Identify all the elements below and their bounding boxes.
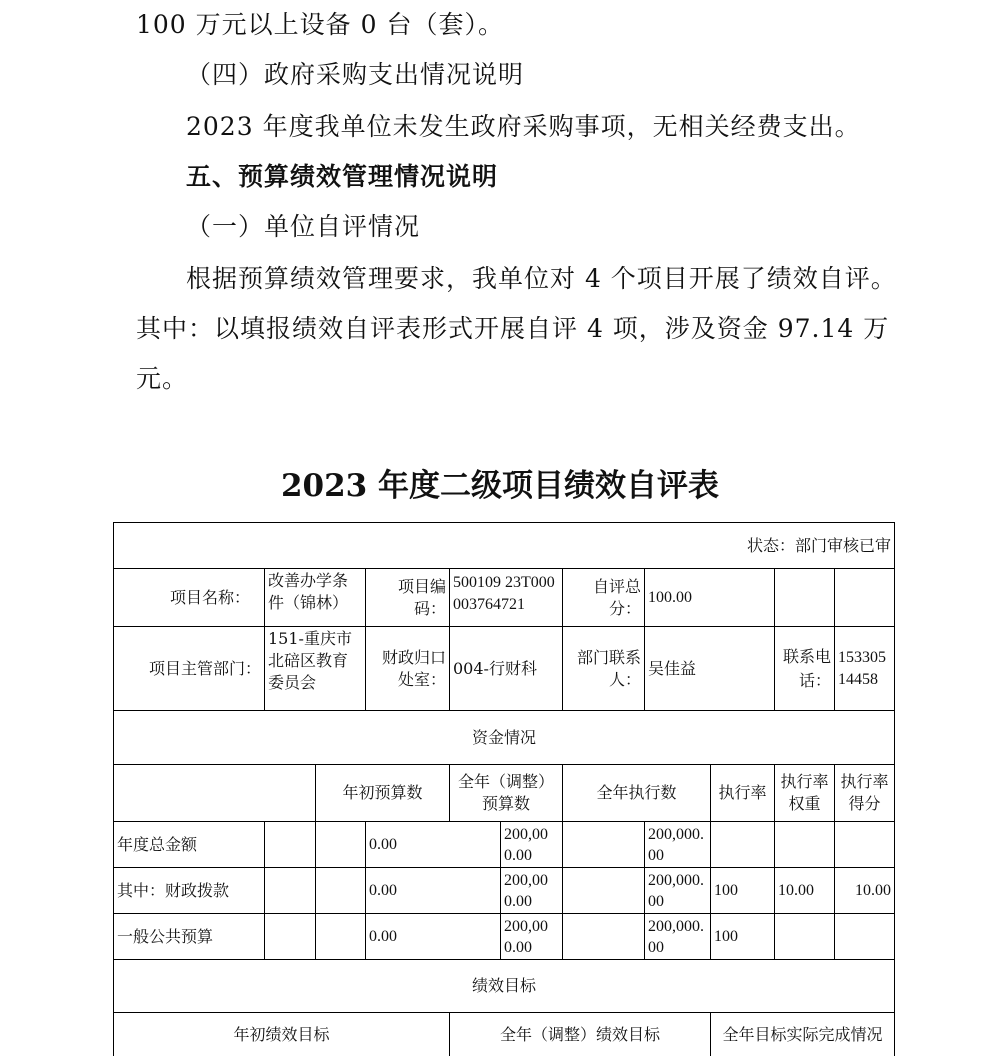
row-executed: 200,000.00: [648, 871, 704, 910]
paragraph-procurement: 2023 年度我单位未发生政府采购事项，无相关经费支出。: [186, 112, 861, 141]
row-rate: [711, 822, 774, 867]
project-name-label: 项目名称：: [169, 587, 250, 607]
row-label: 其中：财政拨款: [117, 880, 230, 900]
phone-label: 联系电话：: [782, 646, 831, 690]
row-initial: 0.00: [369, 881, 397, 899]
row-executed: 200,000.00: [648, 825, 704, 864]
paragraph-self-eval-line3: 元。: [136, 364, 189, 393]
row-initial: 0.00: [369, 835, 397, 853]
row-rate: 100: [714, 927, 738, 945]
funds-section-header: 资金情况: [471, 727, 536, 747]
finance-value: 004-行财科: [453, 658, 537, 678]
contact-label: 部门联系人：: [576, 647, 641, 689]
paragraph-equipment: 100 万元以上设备 0 台（套）。: [136, 10, 504, 39]
col-execution-rate: 执行率: [718, 783, 767, 802]
score-value: 100.00: [648, 588, 692, 606]
row-initial: 0.00: [369, 927, 397, 945]
perf-col-initial: 年初绩效目标: [233, 1024, 330, 1044]
paragraph-self-eval-line1: 根据预算绩效管理要求，我单位对 4 个项目开展了绩效自评。: [186, 264, 897, 293]
row-adjusted: 200,000.00: [504, 871, 548, 910]
row-adjusted: 200,000.00: [504, 917, 548, 956]
paragraph-self-eval-line2: 其中：以填报绩效自评表形式开展自评 4 项，涉及资金 97.14 万: [136, 314, 890, 343]
row-adjusted: 200,000.00: [504, 825, 548, 864]
contact-value: 吴佳益: [648, 658, 697, 678]
performance-section-header: 绩效目标: [471, 976, 536, 995]
heading-procurement: （四）政府采购支出情况说明: [186, 60, 525, 89]
row-rate: 100: [714, 881, 738, 899]
col-rate-score: 执行率得分: [840, 772, 889, 813]
dept-value: 151-重庆市北碚区教育委员会: [268, 629, 352, 692]
perf-col-actual: 全年目标实际完成情况: [722, 1024, 883, 1044]
perf-col-adjusted: 全年（调整）绩效目标: [499, 1024, 660, 1044]
col-initial-budget: 年初预算数: [342, 783, 423, 802]
row-label: 一般公共预算: [117, 926, 214, 946]
project-code-value: 500109 23T000003764721: [453, 574, 555, 613]
col-adjusted-budget: 全年（调整）预算数: [457, 772, 554, 813]
row-weight: [775, 914, 834, 959]
table-title: 2023 年度二级项目绩效自评表: [280, 468, 720, 504]
status-text: 状态：部门审核已审: [746, 535, 891, 555]
dept-label: 项目主管部门：: [148, 658, 261, 678]
row-score: [835, 822, 894, 867]
score-label: 自评总分：: [592, 576, 641, 618]
row-score: [835, 914, 894, 959]
row-weight: [775, 822, 834, 867]
row-score: 10.00: [855, 881, 891, 899]
row-label: 年度总金额: [117, 834, 198, 854]
project-name-value: 改善办学条件（锦林）: [268, 571, 349, 612]
col-executed: 全年执行数: [596, 783, 677, 802]
heading-self-evaluation: （一）单位自评情况: [186, 212, 421, 241]
project-code-label: 项目编码：: [397, 576, 446, 618]
section-heading-performance: 五、预算绩效管理情况说明: [186, 162, 499, 191]
phone-value: 15330514458: [838, 648, 886, 688]
row-weight: 10.00: [778, 881, 814, 899]
finance-label: 财政归口处室：: [381, 647, 446, 689]
row-executed: 200,000.00: [648, 917, 704, 956]
col-rate-weight: 执行率权重: [780, 772, 829, 813]
